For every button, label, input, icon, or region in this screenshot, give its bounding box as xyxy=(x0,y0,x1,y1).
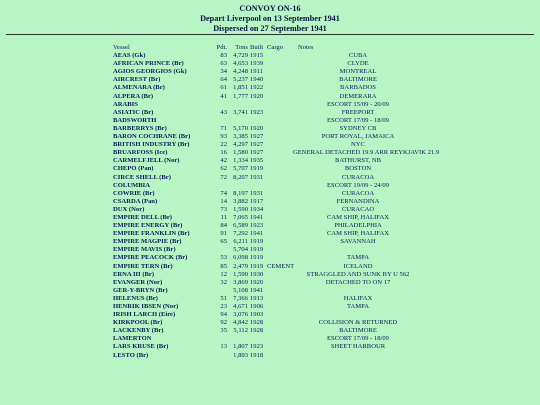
vessel-name: ASIATIC (Br) xyxy=(113,108,154,116)
table-row xyxy=(0,117,540,125)
built-cell: 1920 xyxy=(250,124,264,132)
vessel-name: CARMELFJELL (Nor) xyxy=(113,157,180,165)
pdt-cell: 91 xyxy=(220,230,227,238)
notes-cell: PHILADELPHIA xyxy=(334,222,382,230)
tons-cell: 4,842 xyxy=(233,319,248,327)
pdt-cell: 94 xyxy=(220,311,227,319)
vessel-name: CIRCE SHELL (Br) xyxy=(113,173,171,181)
table-row xyxy=(0,60,540,68)
table-row xyxy=(0,271,540,279)
notes-cell: SHEET HARBOUR xyxy=(330,343,386,351)
pdt-cell: 34 xyxy=(220,68,227,76)
vessel-name: ARABIS xyxy=(113,100,138,108)
convoy-header xyxy=(0,0,540,34)
notes-cell: DEMERARA xyxy=(339,92,377,100)
pdt-cell: 12 xyxy=(220,270,227,278)
table-row xyxy=(0,141,540,149)
tons-cell: 8,197 xyxy=(233,189,248,197)
vessel-name: HENRIK IBSEN (Nor) xyxy=(113,303,179,310)
table-row xyxy=(0,149,540,157)
built-cell: 1919 xyxy=(250,238,264,246)
vessel-name: ALPERA (Br) xyxy=(113,92,154,100)
tons-cell: 5,707 xyxy=(233,165,248,173)
pdt-cell: 13 xyxy=(220,343,227,351)
vessel-name: ERNA III (Br) xyxy=(113,270,155,278)
built-cell: 1931 xyxy=(250,189,264,197)
built-cell: 1927 xyxy=(250,141,264,149)
table-row xyxy=(0,52,540,60)
notes-cell: NYC xyxy=(351,141,365,149)
tons-cell: 1,334 xyxy=(233,157,248,165)
tons-cell: 5,237 xyxy=(233,76,248,84)
pdt-cell: 61 xyxy=(220,84,227,92)
vessel-name: AIRCREST (Br) xyxy=(113,76,161,84)
tons-cell: 1,851 xyxy=(233,84,248,92)
table-row xyxy=(0,311,540,319)
pdt-cell: 35 xyxy=(220,327,227,335)
built-cell: 1913 xyxy=(250,294,264,302)
notes-cell: GENERAL DETACHED 19.9 ARR REYKJAVIK 21.9 xyxy=(293,149,440,157)
tons-cell: 3,385 xyxy=(233,133,248,141)
table-row xyxy=(0,214,540,222)
notes-cell: ESCORT 17/09 - 18/09 xyxy=(327,335,389,343)
vessel-name: EMPIRE MAVIS (Br) xyxy=(113,246,176,254)
page-title: CONVOY ON-16 xyxy=(239,4,301,13)
vessel-name: AGIOS GEORGIOS (Gk) xyxy=(113,68,187,76)
built-cell: 1920 xyxy=(250,278,264,286)
pdt-cell: 71 xyxy=(220,124,227,132)
pdt-cell: 43 xyxy=(220,108,227,116)
built-cell: 1919 xyxy=(250,165,264,173)
vessel-name: HELENUS (Br) xyxy=(113,294,158,302)
vessel-name: COLUMBIA xyxy=(113,181,150,189)
notes-cell: ESCORT 17/09 - 18/09 xyxy=(327,116,389,124)
built-cell: 1919 xyxy=(250,246,264,254)
tons-cell: 5,704 xyxy=(233,246,248,254)
tons-cell: 4,671 xyxy=(233,303,248,310)
notes-cell: CLYDE xyxy=(347,60,369,68)
vessel-name: BRUARFOSS (Ice) xyxy=(113,149,168,157)
notes-cell: CUBA xyxy=(348,52,368,60)
tons-cell: 8,207 xyxy=(233,173,248,181)
built-cell: 1927 xyxy=(250,133,264,141)
pdt-cell: 16 xyxy=(220,149,227,157)
tons-cell: 7,366 xyxy=(233,294,248,302)
tons-cell: 1,590 xyxy=(233,205,248,213)
pdt-cell: 23 xyxy=(220,303,227,310)
table-row xyxy=(0,133,540,141)
notes-cell: BARBADOS xyxy=(340,84,376,92)
notes-cell: BOSTON xyxy=(344,165,372,173)
column-header-vessel: Vessel xyxy=(113,44,130,51)
pdt-cell: 84 xyxy=(220,222,227,230)
notes-cell: PORT ROYAL, JAMAICA xyxy=(321,133,395,141)
table-row xyxy=(0,109,540,117)
vessel-name: ALMENARA (Br) xyxy=(113,84,165,92)
built-cell: 1940 xyxy=(250,76,264,84)
table-row xyxy=(0,303,540,311)
table-header-row xyxy=(0,44,540,52)
table-row xyxy=(0,101,540,109)
built-cell: 1928 xyxy=(250,327,264,335)
table-row xyxy=(0,206,540,214)
vessel-name: BRITISH INDUSTRY (Br) xyxy=(113,141,190,149)
built-cell: 1920 xyxy=(250,92,264,100)
vessel-name: AFRICAN PRINCE (Br) xyxy=(113,60,184,68)
tons-cell: 3,882 xyxy=(233,197,248,205)
notes-cell: BATHURST, NB xyxy=(334,157,382,165)
notes-cell: STRAGGLED AND SUNK BY U 562 xyxy=(306,270,410,278)
table-row xyxy=(0,182,540,190)
tons-cell: 3,869 xyxy=(233,278,248,286)
built-cell: 1941 xyxy=(250,286,264,294)
notes-cell: FREEPORT xyxy=(341,108,375,116)
built-cell: 1915 xyxy=(250,52,264,60)
vessel-name: EMPIRE MAGPIE (Br) xyxy=(113,238,182,246)
tons-cell: 5,112 xyxy=(233,327,248,335)
vessel-name: EMPIRE PEACOCK (Br) xyxy=(113,254,188,262)
tons-cell: 1,590 xyxy=(233,270,248,278)
pdt-cell: 62 xyxy=(220,165,227,173)
tons-cell: 5,108 xyxy=(233,286,248,294)
built-cell: 1919 xyxy=(250,262,264,270)
built-cell: 1903 xyxy=(250,311,264,319)
header-divider xyxy=(6,34,534,35)
pdt-cell: 22 xyxy=(220,141,227,149)
table-row xyxy=(0,295,540,303)
table-row xyxy=(0,343,540,351)
vessel-name: EMPIRE DELL (Br) xyxy=(113,213,172,221)
table-row xyxy=(0,352,540,360)
built-cell: 1931 xyxy=(250,173,264,181)
tons-cell: 1,807 xyxy=(233,343,248,351)
built-cell: 1927 xyxy=(250,149,264,157)
table-row xyxy=(0,165,540,173)
table-row xyxy=(0,157,540,165)
vessel-name: CSARDA (Pan) xyxy=(113,197,158,205)
column-header-pdt: Pdt. xyxy=(216,44,227,51)
pdt-cell: 64 xyxy=(220,76,227,84)
table-row xyxy=(0,84,540,92)
vessel-name: EVANGER (Nor) xyxy=(113,278,163,286)
notes-cell: CURACAO xyxy=(341,205,375,213)
built-cell: 1923 xyxy=(250,343,264,351)
built-cell: 1923 xyxy=(250,222,264,230)
notes-cell: TAMPA xyxy=(347,303,369,310)
table-row xyxy=(0,335,540,343)
vessel-name: EMPIRE ENERGY (Br) xyxy=(113,222,183,230)
built-cell: 1923 xyxy=(250,108,264,116)
built-cell: 1928 xyxy=(250,319,264,327)
pdt-cell: 72 xyxy=(220,173,227,181)
cargo-cell: CEMENT xyxy=(267,262,295,270)
tons-cell: 6,589 xyxy=(233,222,248,230)
tons-cell: 7,065 xyxy=(233,213,248,221)
table-row xyxy=(0,238,540,246)
table-row xyxy=(0,76,540,84)
departure-line: Depart Liverpool on 13 September 1941 xyxy=(200,14,340,23)
vessel-name: GER-Y-BRYN (Br) xyxy=(113,286,168,294)
pdt-cell: 83 xyxy=(220,52,227,60)
pdt-cell: 74 xyxy=(220,189,227,197)
table-row xyxy=(0,287,540,295)
built-cell: 1919 xyxy=(250,254,264,262)
notes-cell: TAMPA xyxy=(347,254,369,262)
vessel-name: EMPIRE FRANKLIN (Br) xyxy=(113,230,190,238)
tons-cell: 6,211 xyxy=(233,238,248,246)
built-cell: 1922 xyxy=(250,84,264,92)
pdt-cell: 92 xyxy=(220,319,227,327)
pdt-cell: 63 xyxy=(220,60,227,68)
pdt-cell: 41 xyxy=(220,92,227,100)
notes-cell: COLLISION & RETURNED xyxy=(318,319,398,327)
built-cell: 1934 xyxy=(250,205,264,213)
notes-cell: ESCORT 15/09 - 20/09 xyxy=(327,100,389,108)
tons-cell: 1,777 xyxy=(233,92,248,100)
notes-cell: HALIFAX xyxy=(343,294,373,302)
tons-cell: 4,297 xyxy=(233,141,248,149)
table-row xyxy=(0,68,540,76)
notes-cell: CURACOA xyxy=(341,173,375,181)
pdt-cell: 65 xyxy=(220,238,227,246)
table-row xyxy=(0,279,540,287)
notes-cell: BALTIMORE xyxy=(339,76,377,84)
column-header-cargo: Cargo xyxy=(267,44,283,51)
pdt-cell: 51 xyxy=(220,294,227,302)
column-header-notes: Notes xyxy=(298,44,314,51)
table-row xyxy=(0,254,540,262)
notes-cell: ESCORT 19/09 - 24/09 xyxy=(327,181,389,189)
pdt-cell: 53 xyxy=(220,254,227,262)
built-cell: 1906 xyxy=(250,303,264,310)
built-cell: 1930 xyxy=(250,270,264,278)
vessel-name: KIRKPOOL (Br) xyxy=(113,319,163,327)
vessel-name: IRISH LARCH (Eire) xyxy=(113,311,176,319)
built-cell: 1917 xyxy=(250,197,264,205)
table-row xyxy=(0,93,540,101)
tons-cell: 1,893 xyxy=(233,351,248,359)
vessel-name: LESTO (Br) xyxy=(113,351,149,359)
table-row xyxy=(0,125,540,133)
notes-cell: SAVANNAH xyxy=(340,238,376,246)
pdt-cell: 42 xyxy=(220,157,227,165)
column-header-tons: Tons xyxy=(235,44,248,51)
vessel-name: LACKENBY (Br) xyxy=(113,327,164,335)
table-body xyxy=(0,52,540,360)
built-cell: 1918 xyxy=(250,351,264,359)
vessel-name: AEAS (Gk) xyxy=(113,52,146,60)
built-cell: 1941 xyxy=(250,213,264,221)
table-row xyxy=(0,198,540,206)
vessel-name: EMPIRE TERN (Br) xyxy=(113,262,173,270)
convoy-table xyxy=(0,44,540,360)
tons-cell: 4,653 xyxy=(233,60,248,68)
notes-cell: MONTREAL xyxy=(339,68,377,76)
table-row xyxy=(0,319,540,327)
built-cell: 1911 xyxy=(250,68,263,76)
vessel-name: DUX (Nor) xyxy=(113,205,145,213)
vessel-name: BADSWORTH xyxy=(113,116,157,124)
notes-cell: SYDNEY CB xyxy=(339,124,377,132)
vessel-name: CHEPO (Pan) xyxy=(113,165,154,173)
tons-cell: 3,076 xyxy=(233,311,248,319)
vessel-name: COWRIE (Br) xyxy=(113,189,155,197)
vessel-name: BARON COCHRANE (Br) xyxy=(113,133,191,141)
notes-cell: FERNANDINA xyxy=(336,197,380,205)
table-row xyxy=(0,263,540,271)
table-row xyxy=(0,190,540,198)
tons-cell: 1,580 xyxy=(233,149,248,157)
vessel-name: LARS KRUSE (Br) xyxy=(113,343,169,351)
table-row xyxy=(0,246,540,254)
table-row xyxy=(0,222,540,230)
tons-cell: 2,479 xyxy=(233,262,248,270)
pdt-cell: 73 xyxy=(220,205,227,213)
tons-cell: 5,170 xyxy=(233,124,248,132)
notes-cell: ICELAND xyxy=(343,262,373,270)
pdt-cell: 11 xyxy=(220,213,227,221)
table-row xyxy=(0,174,540,182)
vessel-name: BARBERRYS (Br) xyxy=(113,124,167,132)
tons-cell: 4,248 xyxy=(233,68,248,76)
pdt-cell: 85 xyxy=(220,262,227,270)
vessel-name: LAMERTON xyxy=(113,335,152,343)
notes-cell: CAM SHIP, HALIFAX xyxy=(327,230,389,238)
tons-cell: 4,729 xyxy=(233,52,248,60)
tons-cell: 3,741 xyxy=(233,108,248,116)
pdt-cell: 93 xyxy=(220,133,227,141)
column-header-built: Built xyxy=(250,44,264,51)
notes-cell: DETACHED TO ON 17 xyxy=(325,278,391,286)
pdt-cell: 14 xyxy=(220,197,227,205)
notes-cell: BALTIMORE xyxy=(339,327,377,335)
notes-cell: CAM SHIP, HALIFAX xyxy=(327,213,389,221)
tons-cell: 7,292 xyxy=(233,230,248,238)
notes-cell: CURACOA xyxy=(341,189,375,197)
built-cell: 1939 xyxy=(250,60,264,68)
table-row xyxy=(0,230,540,238)
dispersal-line: Dispersed on 27 September 1941 xyxy=(213,24,327,33)
built-cell: 1941 xyxy=(250,230,264,238)
tons-cell: 6,098 xyxy=(233,254,248,262)
pdt-cell: 32 xyxy=(220,278,227,286)
table-row xyxy=(0,327,540,335)
built-cell: 1935 xyxy=(250,157,264,165)
